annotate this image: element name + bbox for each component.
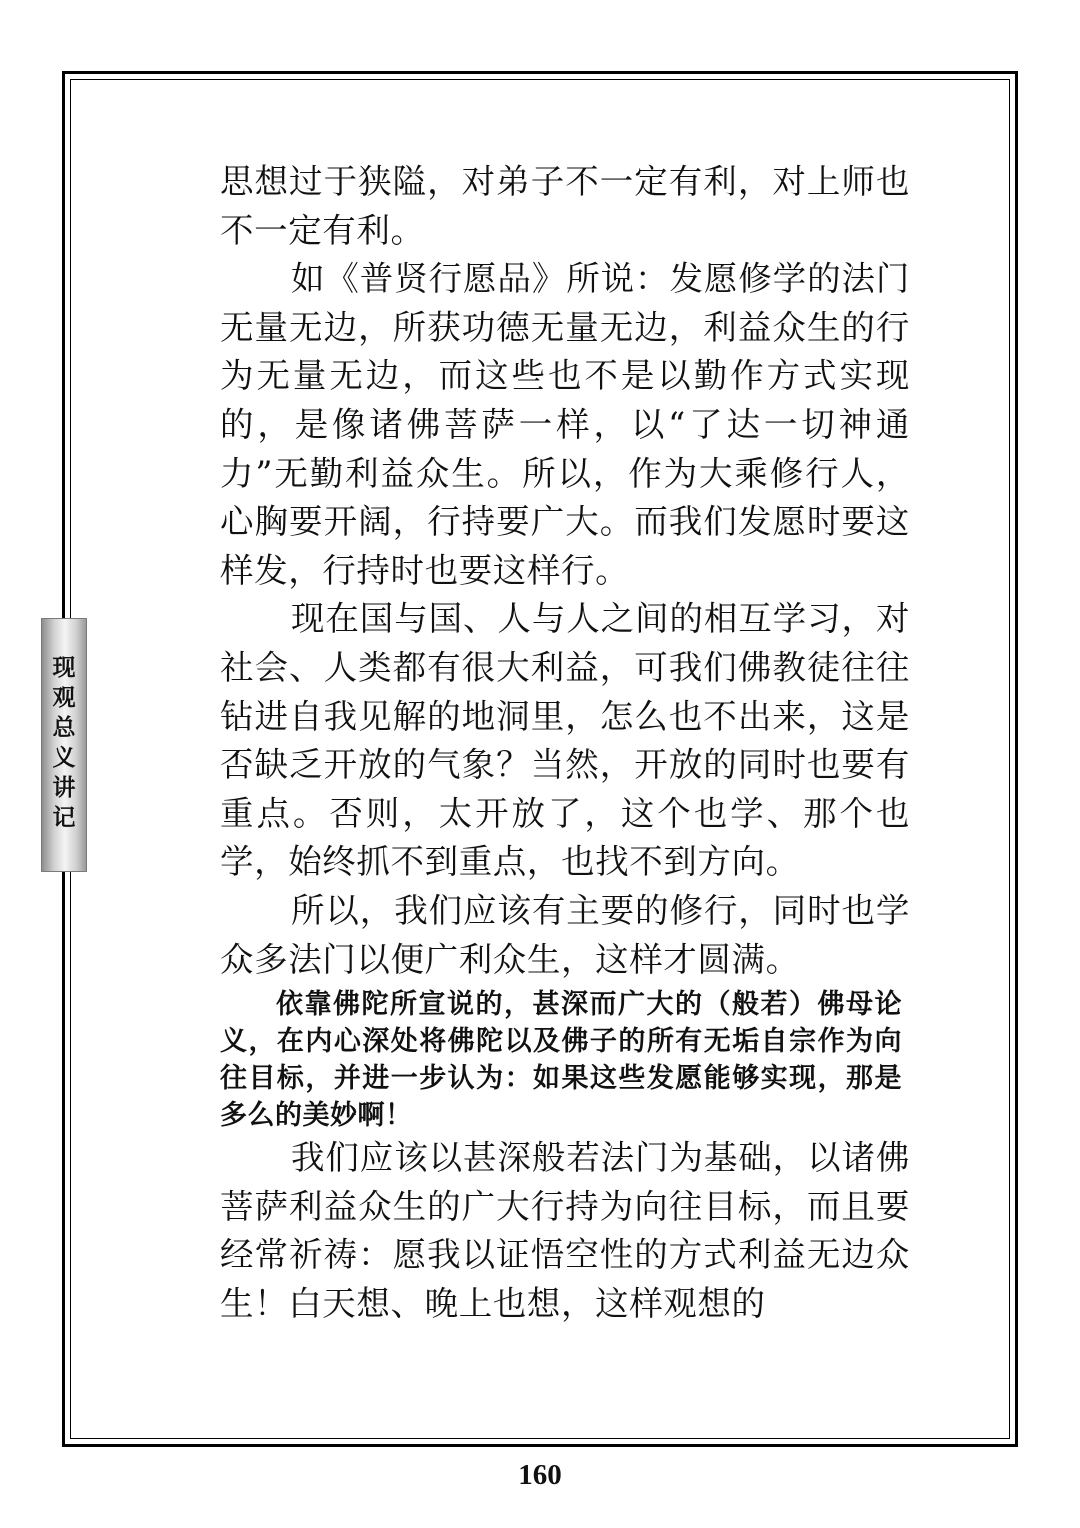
root-text-verse: 依靠佛陀所宣说的，甚深而广大的（般若）佛母论义，在内心深处将佛陀以及佛子的所有无垢自宗作为向往目标，并进一步认为：如果这些发愿能够实现，那是多么的美妙啊！ [220, 989, 902, 1132]
paragraph-continued: 思想过于狭隘，对弟子不一定有利，对上师也不一定有利。 [220, 162, 910, 250]
side-tab-title: 现观总义讲记 [52, 654, 76, 831]
paragraph-samantabhadra: 如《普贤行愿品》所说：发愿修学的法门无量无边，所获功德无量无边，利益众生的行为无量无边，而这些也不是以勤作方式实现的，是像诸佛菩萨一样，以“了达一切神通力”无勤利益众生。所以，作为大乘修行人，心胸要开阔，行持要广大。而我们发愿时要这样发，行持时也要这样行。 [220, 259, 910, 590]
paragraph-openness: 现在国与国、人与人之间的相互学习，对社会、人类都有很大利益，可我们佛教徒往往钻进自我见解的地洞里，怎么也不出来，这是否缺乏开放的气象？当然，开放的同时也要有重点。否则，太开放了，这个也学、那个也学，始终抓不到重点，也找不到方向。 [220, 599, 910, 882]
side-tab [41, 618, 87, 872]
page-content [220, 158, 910, 1328]
page-number: 160 [518, 1459, 562, 1491]
paragraph-main-practice: 所以，我们应该有主要的修行，同时也学众多法门以便广利众生，这样才圆满。 [220, 890, 910, 979]
paragraph-prajna-aspiration: 我们应该以甚深般若法门为基础，以诸佛菩萨利益众生的广大行持为向往目标，而且要经常祈祷：愿我以证悟空性的方式利益无边众生！白天想、晚上也想，这样观想的 [220, 1138, 910, 1323]
